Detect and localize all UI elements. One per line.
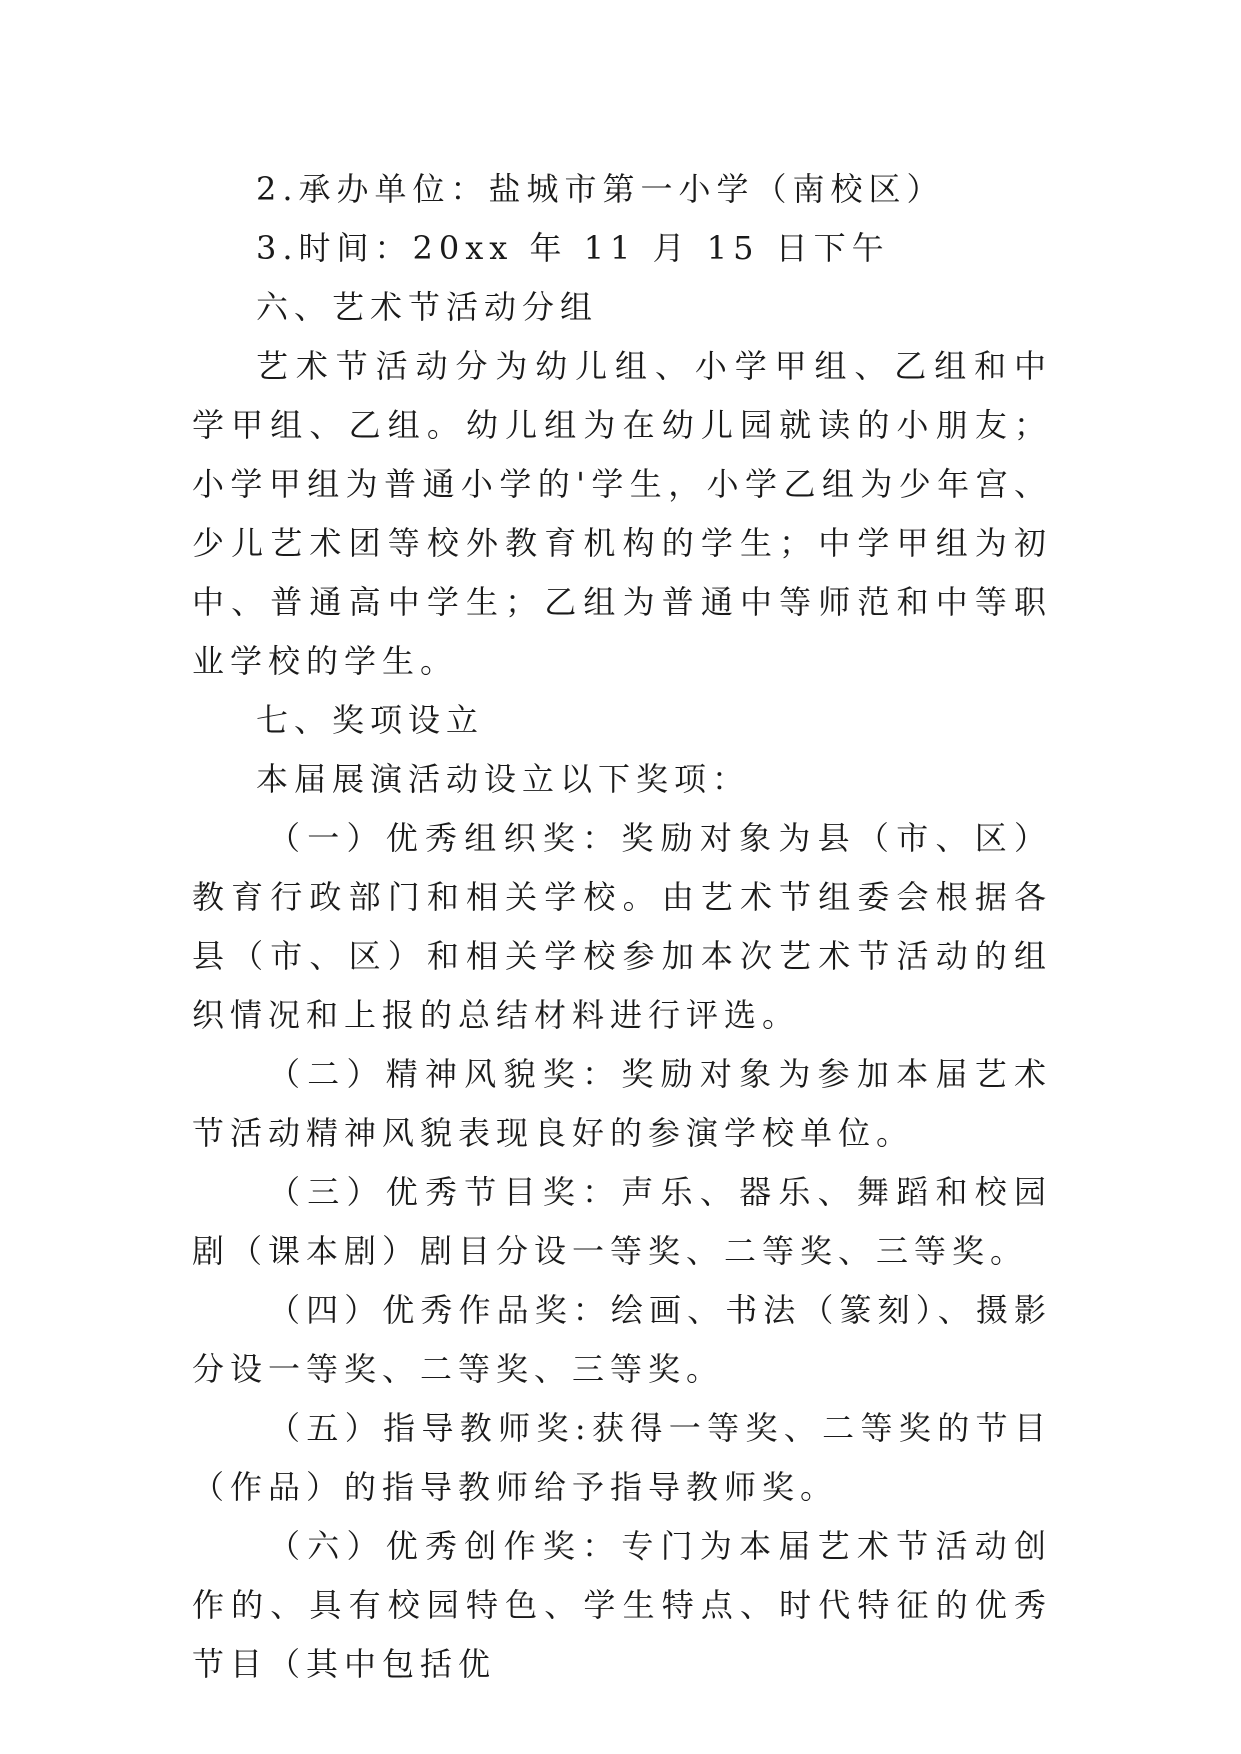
paragraph-award-teacher: （五）指导教师奖:获得一等奖、二等奖的节目（作品）的指导教师给予指导教师奖。 — [192, 1409, 1052, 1506]
paragraph-award-creation: （六）优秀创作奖：专门为本届艺术节活动创作的、具有校园特色、学生特点、时代特征的优秀节目（其中包括优 — [192, 1527, 1052, 1683]
paragraph-time: 3.时间：20xx 年 11 月 15 日下午 — [256, 229, 890, 267]
paragraph-organizer: 2.承办单位：盐城市第一小学（南校区） — [256, 170, 945, 208]
section-heading-grouping: 六、艺术节活动分组 — [256, 288, 599, 326]
section-heading-awards: 七、奖项设立 — [256, 701, 485, 739]
paragraph-grouping-details: 艺术节活动分为幼儿组、小学甲组、乙组和中学甲组、乙组。幼儿组为在幼儿园就读的小朋友；小学甲组为普通小学的'学生，小学乙组为少年宫、少儿艺术团等校外教育机构的学生；中学甲组为初中、普通高中学生；乙组为普通中等师范和中等职业学校的学生。 — [192, 347, 1052, 680]
paragraph-award-works: （四）优秀作品奖：绘画、书法（篆刻）、摄影分设一等奖、二等奖、三等奖。 — [192, 1291, 1052, 1388]
paragraph-award-program: （三）优秀节目奖：声乐、器乐、舞蹈和校园剧（课本剧）剧目分设一等奖、二等奖、三等奖。 — [192, 1173, 1052, 1270]
document-body — [192, 160, 1052, 1694]
paragraph-award-organization: （一）优秀组织奖：奖励对象为县（市、区）教育行政部门和相关学校。由艺术节组委会根据各县（市、区）和相关学校参加本次艺术节活动的组织情况和上报的总结材料进行评选。 — [192, 819, 1052, 1034]
paragraph-awards-intro: 本届展演活动设立以下奖项： — [256, 760, 751, 798]
paragraph-award-spirit: （二）精神风貌奖：奖励对象为参加本届艺术节活动精神风貌表现良好的参演学校单位。 — [192, 1055, 1052, 1152]
